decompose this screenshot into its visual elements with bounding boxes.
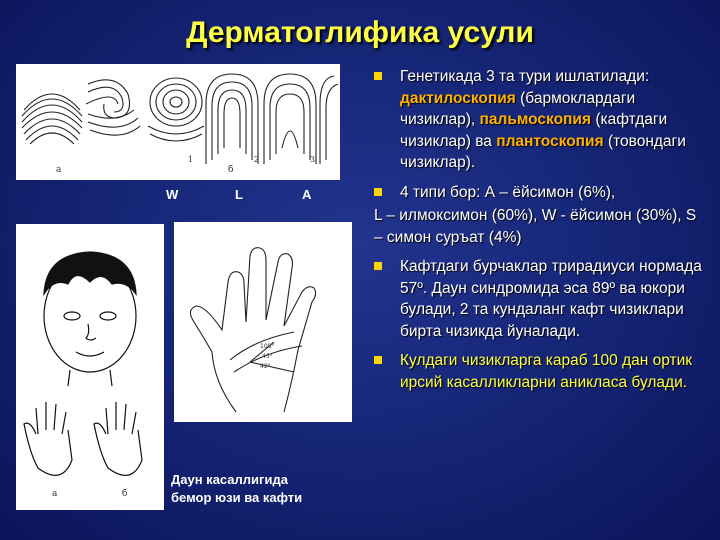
label-w: W bbox=[166, 187, 179, 202]
mark-a: а bbox=[56, 165, 62, 175]
term-dactyloscopy: дактилоскопия bbox=[400, 89, 516, 107]
mark-1: 1 bbox=[188, 155, 194, 164]
caption-line-2: бемор юзи ва кафти bbox=[171, 490, 303, 505]
mark-2: 2 bbox=[254, 155, 260, 164]
palm-triradius-figure bbox=[174, 222, 352, 422]
caption-line-1: Даун касаллигида bbox=[171, 472, 288, 487]
fingerprint-figure bbox=[16, 64, 340, 180]
down-patient-face-hands-figure bbox=[16, 224, 164, 510]
methods-part4: (товондаги чизиклар). bbox=[400, 132, 686, 171]
bullet-square-icon bbox=[374, 188, 382, 196]
bullet-item-triradius bbox=[372, 256, 702, 342]
slide-title: Дерматоглифика усули bbox=[186, 16, 534, 49]
mark-3: 3 bbox=[310, 155, 316, 164]
label-a: A bbox=[302, 187, 312, 202]
bullet-item-diseases bbox=[372, 350, 702, 393]
bullet-item-methods bbox=[372, 66, 702, 174]
bullet-square-icon bbox=[374, 356, 382, 364]
svg-text:45°: 45° bbox=[262, 353, 273, 360]
bullet-list bbox=[372, 66, 702, 401]
types-line1: 4 типи бор: А – ёйсимон (6%), bbox=[400, 183, 616, 201]
bullet-square-icon bbox=[374, 262, 382, 270]
methods-part3: (кафтдаги чизиклар) ва bbox=[400, 111, 668, 150]
bullet-item-types bbox=[372, 182, 702, 204]
methods-intro: Генетикада 3 та тури ишлатилади: bbox=[400, 68, 650, 85]
svg-text:108°: 108° bbox=[260, 343, 275, 350]
bullet-item-types-cont bbox=[372, 205, 702, 248]
methods-part2: (бармоклардаги чизиклар), bbox=[400, 89, 636, 128]
triradius-text: Кафтдаги бурчаклар трирадиуси нормада 57º. Даун синдромида эса 89º ва юкори булади, 2 та кундаланг кафт чизиклари бирта чизикда йуналади. bbox=[400, 258, 702, 340]
label-l: L bbox=[235, 187, 243, 202]
svg-text:42°: 42° bbox=[260, 363, 271, 370]
term-plantoscopy: плантоскопия bbox=[496, 132, 604, 150]
mark-b: б bbox=[228, 165, 234, 175]
figure-caption bbox=[171, 471, 351, 507]
diseases-text: Кулдаги чизикларга караб 100 дан ортик ирсий касалликларни аникласа булади. bbox=[400, 352, 693, 391]
mark-a-hands: а bbox=[52, 489, 58, 499]
mark-b-hands: б bbox=[122, 489, 128, 499]
bullet-square-icon bbox=[374, 72, 382, 80]
term-palmoscopy: пальмоскопия bbox=[479, 111, 591, 128]
types-line2: L – илмоксимон (60%), W - ёйсимон (30%), S – симон суръат (4%) bbox=[374, 207, 697, 246]
